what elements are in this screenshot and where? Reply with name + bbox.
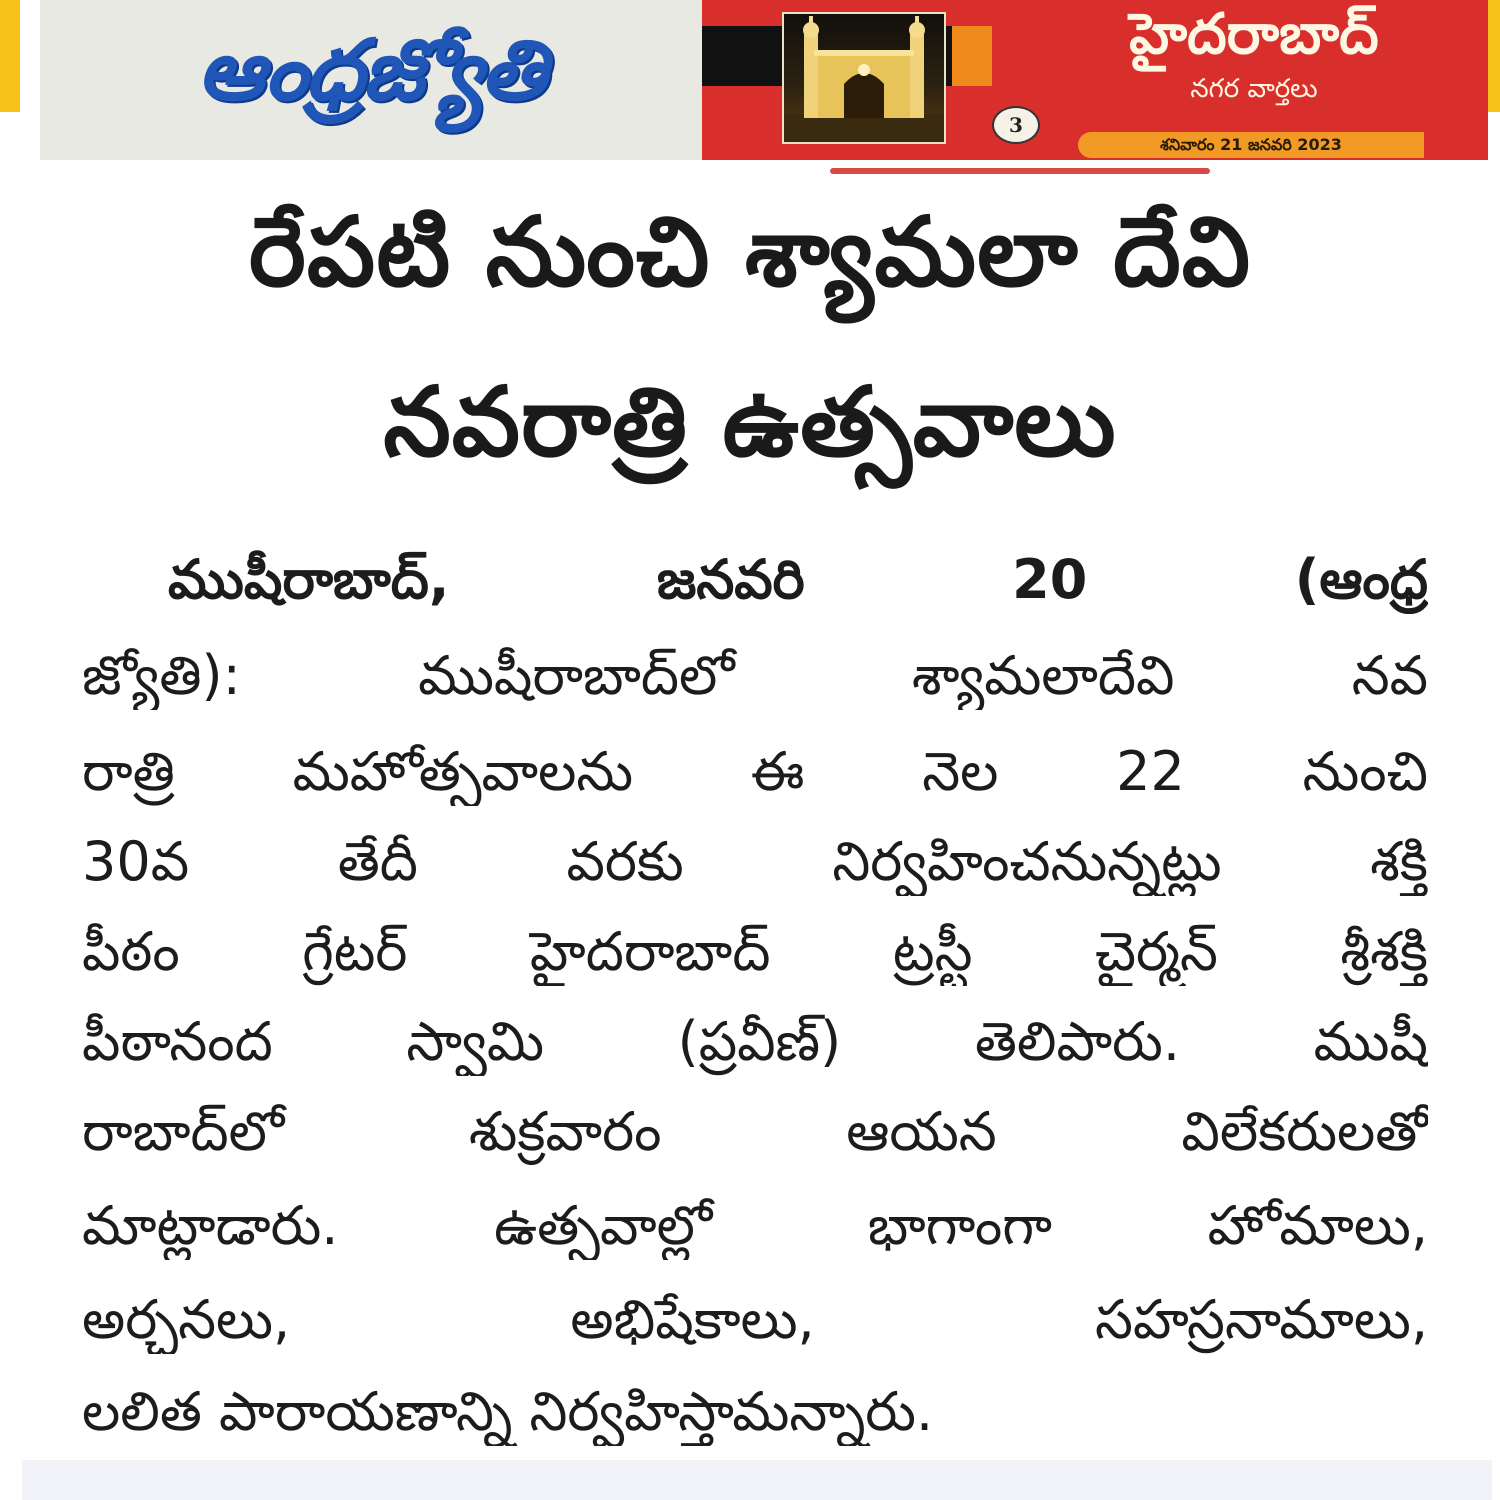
orange-band	[952, 26, 992, 86]
body-line: అర్చనలు, అభిషేకాలు, సహస్రనామాలు,	[82, 1288, 1428, 1351]
newspaper-logo: ఆంధ్రజ్యోతి	[197, 20, 545, 119]
bottom-band	[22, 1460, 1492, 1500]
page-number-badge: 3	[992, 106, 1040, 144]
edition-title: హైదరాబాద్	[1129, 2, 1379, 67]
left-yellow-strip	[0, 0, 20, 112]
edition-panel	[702, 0, 1488, 160]
body-line: రాబాద్‌లో శుక్రవారం ఆయన విలేకరులతో	[82, 1100, 1428, 1163]
headline-line-2: నవరాత్రి ఉత్సవాలు	[383, 366, 1117, 478]
edition-date: శనివారం 21 జనవరి 2023	[1078, 132, 1424, 158]
charminar-icon	[784, 14, 944, 142]
edition-subtitle: నగర వార్తలు	[1190, 74, 1318, 104]
body-line: లలిత పారాయణాన్ని నిర్వహిస్తామన్నారు.	[82, 1380, 934, 1443]
body-line: పీఠం గ్రేటర్ హైదరాబాద్ ట్రస్టీ చైర్మన్ శ్రీశక్తి	[82, 920, 1428, 983]
body-line: ముషీరాబాద్, జనవరి 20 (ఆంధ్ర	[168, 548, 1428, 611]
charminar-image	[782, 12, 946, 144]
headline-line-1: రేపటి నుంచి శ్యామలా దేవి	[248, 196, 1252, 308]
body-line: జ్యోతి): ముషీరాబాద్‌లో శ్యామలాదేవి నవ	[82, 644, 1428, 707]
newspaper-masthead	[40, 0, 1488, 160]
body-line: పీఠానంద స్వామి (ప్రవీణ్) తెలిపారు. ముషీ	[82, 1010, 1428, 1073]
body-line: మాట్లాడారు. ఉత్సవాల్లో భాగాంగా హోమాలు,	[82, 1194, 1428, 1257]
body-line: 30వ తేదీ వరకు నిర్వహించనున్నట్లు శక్తి	[82, 830, 1428, 893]
red-divider	[830, 168, 1210, 174]
body-line: రాత్రి మహోత్సవాలను ఈ నెల 22 నుంచి	[82, 740, 1428, 803]
logo-panel	[40, 0, 702, 160]
